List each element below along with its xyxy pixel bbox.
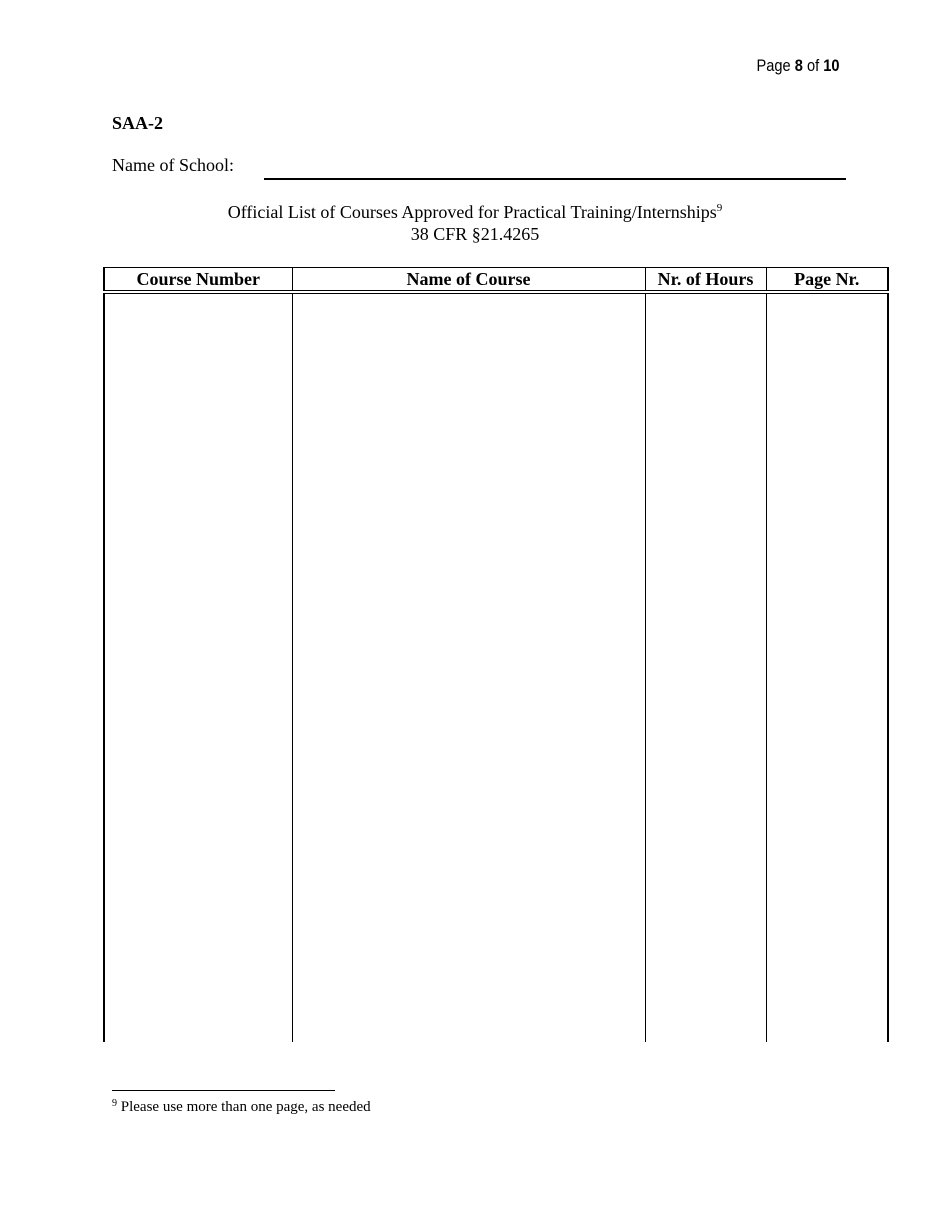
page-current: 8 <box>794 56 803 75</box>
footnote-text: Please use more than one page, as needed <box>120 1099 371 1115</box>
page-number <box>756 56 839 76</box>
course-number-cell[interactable] <box>104 292 292 1042</box>
footnote <box>112 1099 371 1116</box>
document-title <box>0 201 950 245</box>
school-name-label: Name of School: <box>112 155 234 175</box>
title-line-1 <box>0 201 950 223</box>
course-table <box>103 267 889 1042</box>
title-footnote-ref: 9 <box>716 202 723 214</box>
table-body-row <box>104 292 888 1042</box>
footnote-number: 9 <box>112 1098 117 1109</box>
title-line-2: 38 CFR §21.4265 <box>410 224 540 244</box>
page-total: 10 <box>822 56 839 75</box>
column-header-hours: Nr. of Hours <box>645 268 766 293</box>
table-header-row <box>104 268 888 293</box>
hours-cell[interactable] <box>645 292 766 1042</box>
form-code: SAA-2 <box>112 113 164 133</box>
column-header-course-number: Course Number <box>104 268 292 293</box>
page-number-cell[interactable] <box>766 292 888 1042</box>
school-name-field[interactable] <box>264 178 846 180</box>
title-text: Official List of Courses Approved for Practical Training/Internships <box>227 202 717 222</box>
column-header-page-number: Page Nr. <box>766 268 888 293</box>
page-prefix: Page <box>756 56 791 75</box>
course-name-cell[interactable] <box>292 292 645 1042</box>
page-of: of <box>806 56 819 75</box>
footnote-divider <box>112 1090 335 1091</box>
column-header-course-name: Name of Course <box>292 268 645 293</box>
